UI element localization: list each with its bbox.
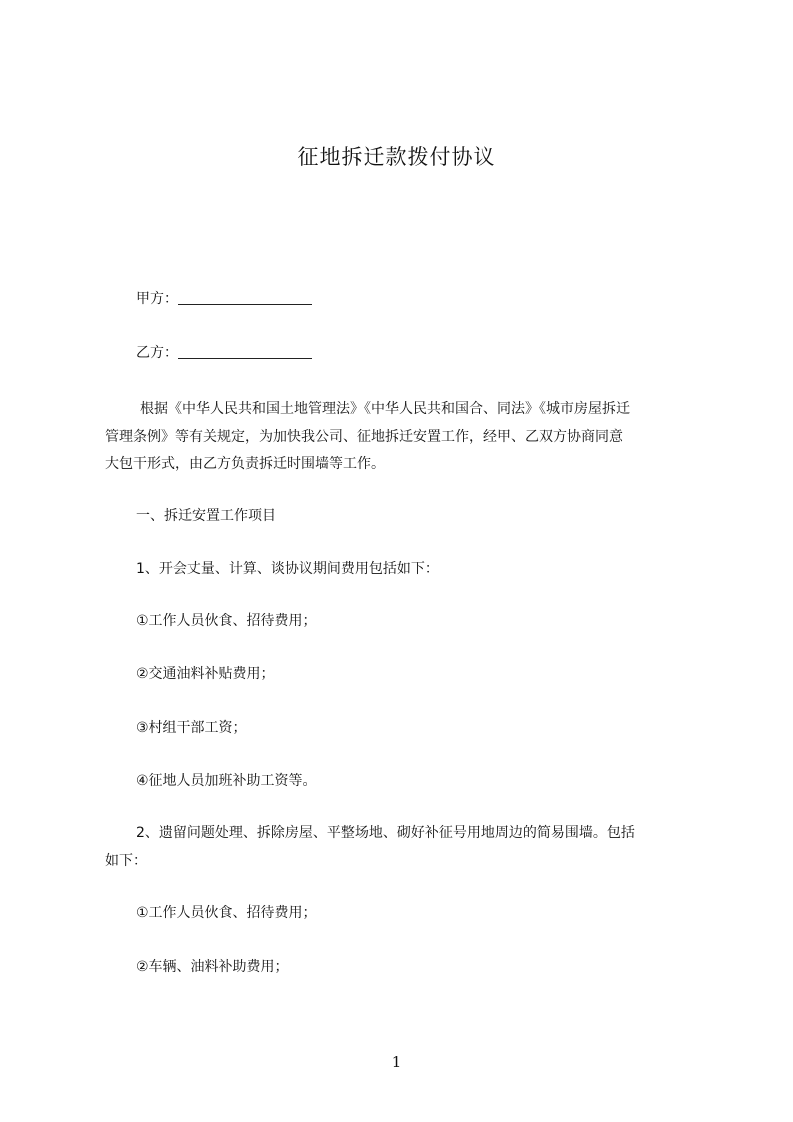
item-1-subitem-4: ④征地人员加班补助工资等。 [136,773,317,789]
section-1-heading: 一、拆迁安置工作项目 [136,508,276,524]
item-1-subitem-1: ①工作人员伙食、招待费用； [136,613,317,629]
item-1-subitem-3: ③村组干部工资； [136,720,247,736]
page-number: 1 [391,1053,402,1071]
item-2-line-1: 2、遗留问题处理、拆除房屋、平整场地、砌好补征号用地周边的简易围墙。包括 [136,825,635,841]
party-b-line [136,339,312,367]
preamble-line-2: 管理条例》等有关规定，为加快我公司、征地拆迁安置工作，经甲、乙双方协商同意 [105,429,623,445]
document-title: 征地拆迁款拨付协议 [297,145,496,169]
party-a-line [136,285,312,313]
item-2-subitem-2: ②车辆、油料补助费用； [136,959,289,975]
party-b-blank [178,341,312,359]
party-b-label: 乙方： [136,345,178,361]
item-2-line-2: 如下： [105,853,147,869]
preamble-line-3: 大包干形式，由乙方负责拆迁时围墙等工作。 [105,456,385,472]
item-1: 1、开会丈量、计算、谈协议期间费用包括如下： [136,561,439,577]
item-1-subitem-2: ②交通油料补贴费用； [136,666,275,682]
preamble-line-1: 根据《中华人民共和国土地管理法》《中华人民共和国合、同法》《城市房屋拆迁 [140,401,630,417]
party-a-blank [178,287,312,305]
party-a-label: 甲方： [136,291,178,307]
item-2-subitem-1: ①工作人员伙食、招待费用； [136,905,317,921]
